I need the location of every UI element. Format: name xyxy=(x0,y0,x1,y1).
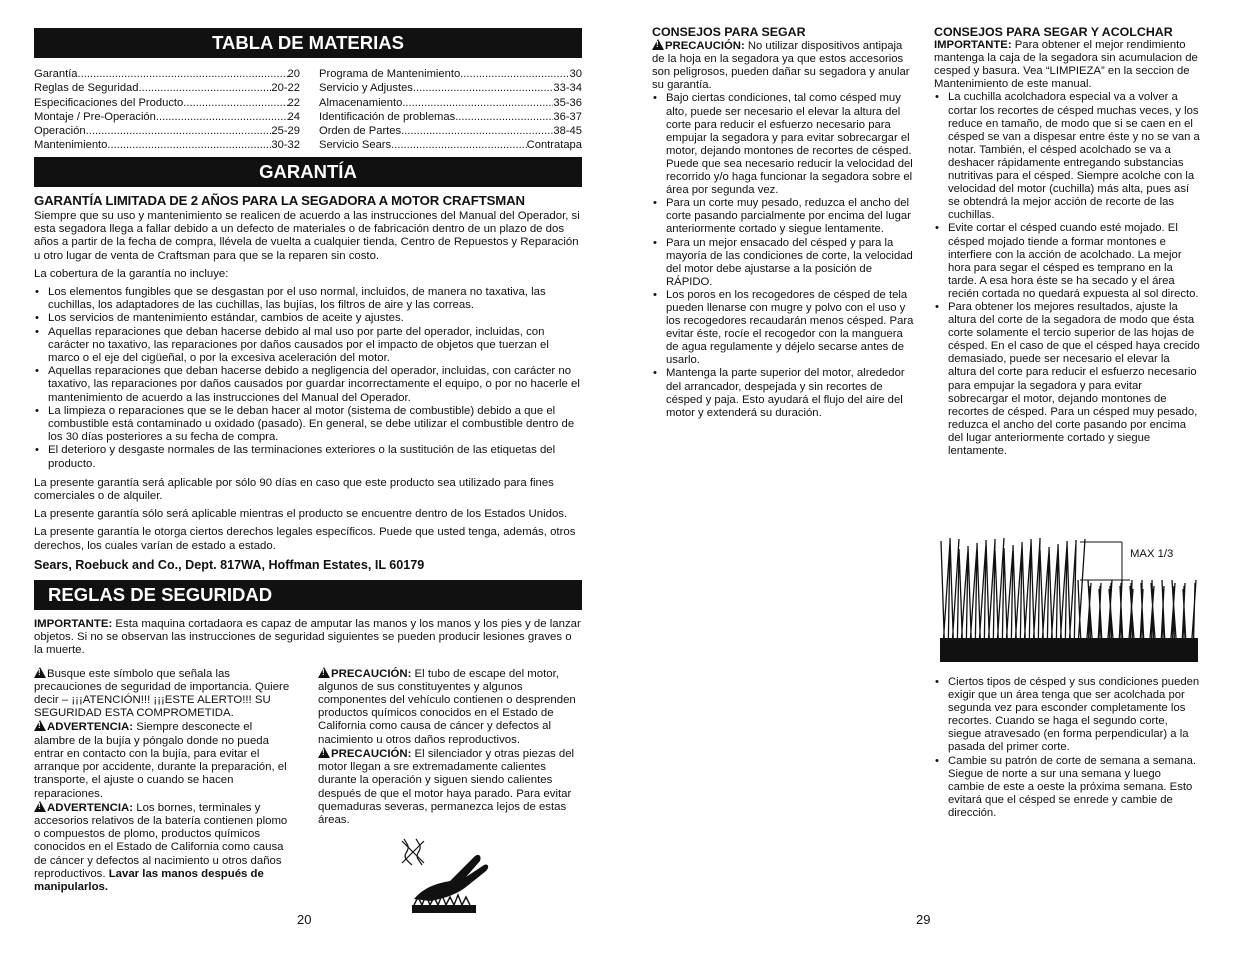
toc-leader-dots xyxy=(107,138,271,152)
toc-entry-title: Identificación de problemas xyxy=(319,110,456,123)
precaucion-label: PRECAUCIÓN: xyxy=(331,747,412,760)
warning-triangle-icon xyxy=(34,801,46,812)
toc-entry xyxy=(34,110,300,124)
warning-triangle-icon xyxy=(34,667,46,678)
hot-surface-hand-icon xyxy=(396,835,496,915)
reglas-precaucion-2 xyxy=(318,747,582,827)
list-item: • Evite cortar el césped cuando esté mojado. El césped mojado tiende a formar montones e interfiere con la acción de acolchado. La mejor hora para segar el césped es temprano en la tarde. A esa hora éste se ha secado y el área recién cortada no quedará expuesta al sol directo. xyxy=(934,222,1200,301)
warning-triangle-icon xyxy=(318,747,330,758)
toc-entry-title: Mantenimiento xyxy=(34,139,108,152)
garantia-address: Sears, Roebuck and Co., Dept. 817WA, Hoffman Estates, IL 60179 xyxy=(34,557,425,572)
list-item: • Cambie su patrón de corte de semana a semana. Siegue de norte a sur una semana y luego cambie de este a oeste la próxima semana. Esto evitará que el césped se enrede y cambie de dirección. xyxy=(934,755,1200,820)
toc-leader-dots xyxy=(139,81,272,95)
garantia-title-text: GARANTÍA xyxy=(259,161,357,183)
toc-entry-title: Operación xyxy=(34,125,86,138)
warning-triangle-icon xyxy=(34,720,46,731)
garantia-paragraph: La presente garantía sólo será aplicable mientras el producto se encuentre dentro de los Estados Unidos. xyxy=(34,508,568,521)
list-item: • Para un corte muy pesado, reduzca el ancho del corte pasando parcialmente por encima del lugar anteriormente cortado y siegue lentamente. xyxy=(652,197,917,236)
advertencia-bold-text: Lavar las manos después de manipularlos. xyxy=(34,867,264,893)
toc-entry-title: Montaje / Pre-Operación xyxy=(34,110,156,123)
advertencia-text: Los bornes, terminales y accesorios relativos de la batería contienen plomo o compuestos de plomo, productos químicos conocidos en el Estado de California como causa de cáncer y defectos al nacimiento u otros daños reproductivos. xyxy=(34,801,288,880)
list-item: • La cuchilla acolchadora especial va a volver a cortar los recortes de césped muchas veces, y los reduce en tamaño, de modo que si se caen en el césped se van a dispesar entre éste y no se van a notar. También, el césped acolchado se va a deshacer rápidamente entregando substancias nutritivas para el césped. Siempre acolche con la velocidad del motor (cuchilla) más alta, pues así se obtendrá la mejor acción de recorte de las cuchillas. xyxy=(934,91,1200,222)
page-number-left: 20 xyxy=(297,912,312,927)
reglas-column-a xyxy=(34,667,296,915)
toc-entry-pages: 30-32 xyxy=(271,139,300,152)
garantia-paragraph: La presente garantía le otorga ciertos derechos legales específicos. Puede que usted tenga, además, otros derechos, los cuales varían de estado a estado. xyxy=(34,526,576,552)
consejos-acolchar-list-continued xyxy=(934,676,1200,820)
toc-leader-dots xyxy=(460,67,569,81)
reglas-title xyxy=(34,580,582,610)
precaucion-text: El silenciador y otras piezas del motor llegan a sre extremadamente calientes durante la operación y siguen siendo calientes después de que el motor haya parado. Para evitar quemaduras severas, permanezca lejos de estas áreas. xyxy=(318,747,575,826)
toc-entry-pages: 24 xyxy=(287,110,300,123)
list-item: • Bajo ciertas condiciones, tal como césped muy alto, puede ser necesario el elevar la altura del corte para reducir el esfuerzo necesario para empujar la segadora y para evitar sobrecargar el motor, dejando montones de recortes de césped. Puede que sea necesario reducir la velocidad del recorrido y/o haga funcionar la segadora sobre el área por segunda vez. xyxy=(652,92,917,197)
list-item: • La limpieza o reparaciones que se le deban hacer al motor (sistema de combustible) debido a que el combustible está contaminado u oxidado (pasado). En general, se debe utilizar el combustible dentro de los 30 días posteriores a su fecha de compra. xyxy=(34,405,582,445)
reglas-precaucion-1 xyxy=(318,667,582,747)
important-text: Esta maquina cortadaora es capaz de amputar las manos y los manos y los pies y de lanzar objetos. Si no se observan las instrucciones de seguridad siguientes se pueden producir lesiones graves o la muerte. xyxy=(34,618,581,657)
garantia-paragraph: Siempre que su uso y mantenimiento se realicen de acuerdo a las instrucciones del Manual del Operador, si esta segadora llega a fallar debido a un defecto de materiales o de fabricación dentro de un plazo de dos años a partir de la fecha de compra, llévela de vuelta a cualquier tienda, Centro de Repuestos y Reparación u otro lugar de venta de Craftsman para que se la reparen sin costo. xyxy=(34,209,580,262)
toc-entry-title: Servicio Sears xyxy=(319,139,392,152)
toc-entry-title: Especificaciones del Producto xyxy=(34,96,184,109)
consejos-acolchar-list xyxy=(934,91,1200,458)
max-cut-indicator-line xyxy=(1080,542,1130,580)
toc-entry xyxy=(34,67,300,81)
toc-leader-dots xyxy=(401,124,553,138)
toc-entry-title: Garantía xyxy=(34,68,78,80)
toc-entry-pages: Contratapa xyxy=(526,139,582,152)
grass-base xyxy=(940,638,1198,662)
consejos-importante xyxy=(934,39,1200,91)
reglas-columns xyxy=(34,667,582,915)
grass-cut-height-diagram xyxy=(940,528,1198,662)
list-item: • El deterioro y desgaste normales de las terminaciones exteriores o la sustitución de las etiquetas del producto. xyxy=(34,444,582,470)
toc-entry xyxy=(319,96,582,110)
consejos-segar-heading: CONSEJOS PARA SEGAR xyxy=(652,25,806,39)
toc-entry xyxy=(34,138,300,152)
list-item: • Ciertos tipos de césped y sus condiciones pueden exigir que un área tenga que ser acolchada por segunda vez para esconder completamente los recortes. Cuando se haga el segundo corte, siegue atravesado (en forma perpendicular) a la pasada del primer corte. xyxy=(934,676,1200,755)
symbol-note-text: Busque este símbolo que señala las precauciones de seguridad de importancia. Quiere decir – ¡¡¡ATENCIÓN!!! ¡¡¡ESTE ALERTO!!! SU SEGURIDAD ESTA COMPROMETIDA. xyxy=(34,667,290,720)
important-label: IMPORTANTE: xyxy=(34,618,113,631)
list-item: • Para un mejor ensacado del césped y para la mayoría de las condiciones de corte, la velocidad del motor debe ajustarse a la posición de RÁPIDO. xyxy=(652,237,917,289)
toc-leader-dots xyxy=(156,110,288,124)
toc-entry xyxy=(319,110,582,124)
garantia-paragraph: La presente garantía será aplicable por sólo 90 días en caso que este producto sea utilizado para fines comerciales o de alquiler. xyxy=(34,476,554,503)
left-page xyxy=(34,0,582,915)
garantia-exclusions-list xyxy=(34,286,582,471)
toc-entry-title: Almacenamiento xyxy=(319,96,403,109)
warning-triangle-icon xyxy=(318,667,330,678)
toc-leader-dots xyxy=(391,138,527,152)
right-column-2-continued xyxy=(934,676,1200,820)
toc-entry-pages: 22 xyxy=(287,96,300,109)
reglas-important xyxy=(34,618,582,658)
toc-entry xyxy=(319,81,582,95)
toc-entry-pages: 35-36 xyxy=(553,96,582,109)
list-item: • Mantenga la parte superior del motor, alrededor del arrancador, despejada y sin recortes de césped y paja. Esto ayudará el flujo del aire del motor y extenderá su duración. xyxy=(652,367,917,419)
list-item: • Para obtener los mejores resultados, ajuste la altura del corte de la segadora de modo que ésta corte solamente el tercio superior de las hojas de césped. En el caso de que el césped haya crecido demasiado, puede ser necesario el elevar la altura del corte para reducir el esfuerzo necesario para empujar la segadora y para evitar sobrecargar el motor, dejando montones de recortes de césped. Para un césped muy pesado, reduzca el ancho del corte pasando por encima del lugar anteriormente cortado y siegue lentamente. xyxy=(934,301,1200,458)
toc-title xyxy=(34,28,582,58)
toc-leader-dots xyxy=(86,124,272,138)
right-column-2 xyxy=(934,26,1200,458)
advertencia-text: Siempre desconecte el alambre de la bujía y póngalo donde no pueda entrar en contacto con la bujía, para evitar el arranque por accidente, durante la preparación, el transporte, el ajuste o cuando se hacen reparaciones. xyxy=(34,721,287,800)
toc-entry-pages: 30 xyxy=(569,68,582,80)
page-number-right: 29 xyxy=(916,912,931,927)
garantia-subhead: GARANTÍA LIMITADA DE 2 AÑOS PARA LA SEGADORA A MOTOR CRAFTSMAN xyxy=(34,192,525,208)
toc-entry-pages: 25-29 xyxy=(271,125,300,138)
list-item: • Aquellas reparaciones que deban hacerse debido al mal uso por parte del operador, incluidas, con carácter no taxativo, las reparaciones por daños causados por el impacto de objetos que tuerzan el marco o el eje del cigüeñal, o por la excesiva aceleración del motor. xyxy=(34,326,582,366)
toc-entry xyxy=(34,81,300,95)
consejos-segar-list xyxy=(652,92,917,419)
reglas-title-text: REGLAS DE SEGURIDAD xyxy=(48,584,273,606)
toc-leader-dots xyxy=(78,67,288,81)
toc-entry-pages: 33-34 xyxy=(553,82,582,95)
importante-text: Para obtener el mejor rendimiento mantenga la caja de la segadora sin acumulacion de cesped y basura. Vea “LIMPIEZA” en la seccion de Mantenimiento de este manual. xyxy=(934,39,1198,91)
importante-label: IMPORTANTE: xyxy=(934,39,1012,52)
advertencia-label: ADVERTENCIA: xyxy=(47,801,134,814)
precaucion-label: PRECAUCIÓN: xyxy=(665,40,745,53)
toc-entry xyxy=(319,138,582,152)
toc-entry-pages: 38-45 xyxy=(553,125,582,138)
list-item: • Los poros en los recogedores de césped de tela pueden llenarse con mugre y polvo con el uso y los recogedores recaudarán menos césped. Para evitar éste, rocíe el recogedor con la manguera de agua regulamente y déjelo secarse antes de usarlo. xyxy=(652,289,917,368)
garantia-title xyxy=(34,157,582,187)
toc-column-2 xyxy=(319,67,582,153)
toc-entry xyxy=(319,67,582,81)
reglas-advertencia-1 xyxy=(34,720,296,800)
toc-entry-title: Orden de Partes xyxy=(319,125,402,138)
toc-entry xyxy=(34,124,300,138)
toc-leader-dots xyxy=(413,81,553,95)
list-item: • Los servicios de mantenimiento estándar, cambios de aceite y ajustes. xyxy=(34,312,582,325)
toc-title-text: TABLA DE MATERIAS xyxy=(212,32,404,54)
consejos-acolchar-heading: CONSEJOS PARA SEGAR Y ACOLCHAR xyxy=(934,25,1173,39)
precaucion-text: No utilizar dispositivos antipaja de la hoja en la segadora ya que estos accesorios son peligrosos, pueden dañar su segadora y anular su garantía. xyxy=(652,40,910,92)
toc-column-1 xyxy=(34,67,300,153)
toc-entry-pages: 20-22 xyxy=(271,82,300,95)
precaucion-text: El tubo de escape del motor, algunos de sus constituyentes y algunos componentes del vehículo contienen o desprenden productos químicos conocidos en el Estado de California como causa de cáncer y defectos al nacimiento u otros daños reproductivos. xyxy=(318,667,576,746)
toc-entry xyxy=(34,96,300,110)
toc-leader-dots xyxy=(455,110,553,124)
reglas-symbol-note xyxy=(34,667,296,721)
advertencia-label: ADVERTENCIA: xyxy=(47,721,134,734)
reglas-column-b xyxy=(318,667,582,915)
warning-triangle-icon xyxy=(652,39,664,50)
toc-entry-title: Servicio y Adjustes xyxy=(319,82,413,95)
list-item: • Aquellas reparaciones que deban hacerse debido a negligencia del operador, incluidas, con carácter no taxativo, las reparaciones por daños causados por guardar incorrectamente el equipo, o por no hacerle el mantenimiento de acuerdo a las instrucciones del Manual del Operador. xyxy=(34,365,582,405)
garantia-paragraph: La cobertura de la garantía no incluye: xyxy=(34,267,229,280)
right-column-1 xyxy=(652,26,917,420)
consejos-precaucion xyxy=(652,39,917,92)
max-cut-label: MAX 1/3 xyxy=(1130,548,1174,560)
table-of-contents xyxy=(34,67,582,153)
toc-entry-pages: 20 xyxy=(287,68,300,80)
toc-entry-title: Programa de Mantenimiento xyxy=(319,68,461,80)
list-item: • Los elementos fungibles que se desgastan por el uso normal, incluidos, de manera no taxativa, las cuchillas, los adaptadores de las cuchillas, las bujías, los filtros de aire y las correas. xyxy=(34,286,582,312)
reglas-advertencia-2 xyxy=(34,801,296,894)
toc-leader-dots xyxy=(402,96,553,110)
precaucion-label: PRECAUCIÓN: xyxy=(331,667,412,680)
toc-entry-title: Reglas de Seguridad xyxy=(34,82,139,95)
toc-leader-dots xyxy=(183,96,287,110)
toc-entry-pages: 36-37 xyxy=(553,110,582,123)
toc-entry xyxy=(319,124,582,138)
